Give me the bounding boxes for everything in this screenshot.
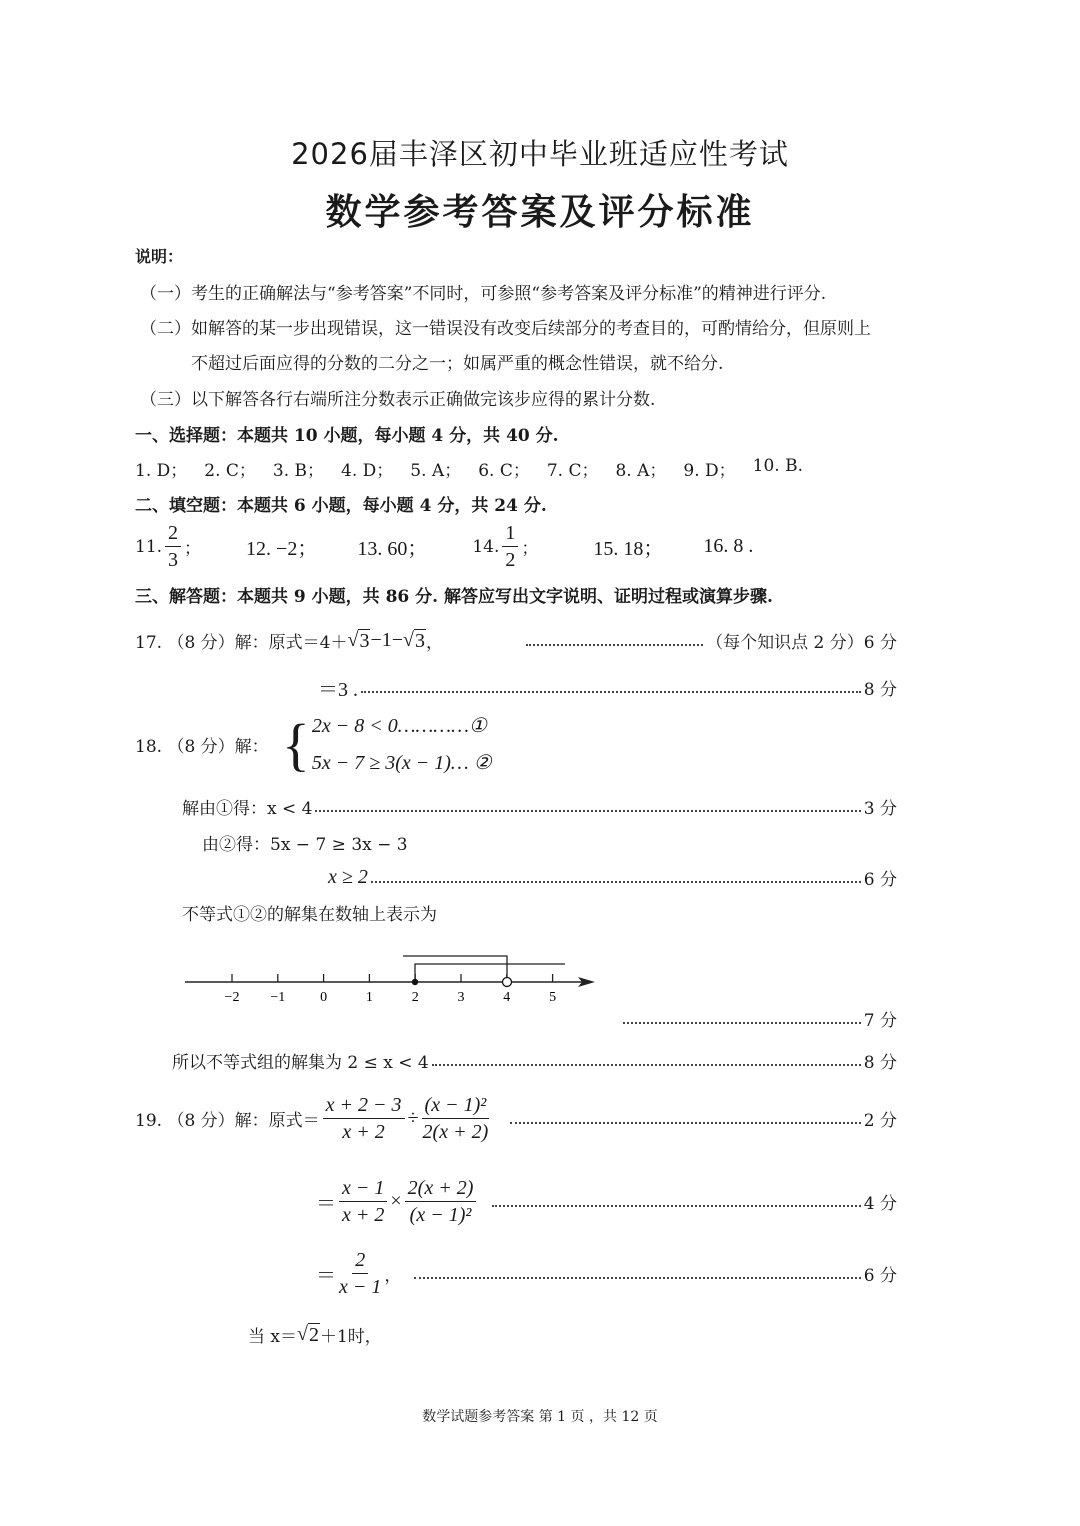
sqrt-symbol: √ [347,629,359,651]
score-label: 6 分 [863,870,897,890]
separator: ； [184,539,202,559]
open-point [503,978,512,987]
step-text: x ≥ 2 [328,866,368,888]
equals-symbol: ＝ [316,1265,336,1287]
answer: 6. C； [478,461,530,481]
q17-result: ＝3 . [318,679,358,701]
radicand: 3 [359,629,370,652]
q16-answer: 16. 8 . [703,535,754,557]
dotted-leader [315,810,860,812]
q14-label: 14. [472,536,500,557]
dotted-leader [492,1205,860,1207]
q18-axis-score [620,1006,897,1031]
fraction [339,1247,381,1300]
q19-line1 [135,1092,897,1145]
when-suffix: ＋1时， [319,1327,382,1347]
conclusion-text: 所以不等式组的解集为 2 ≤ x < 4 [172,1053,429,1073]
q18-system [282,708,492,782]
score-label: 3 分 [863,799,897,819]
page-footer: 数学试题参考答案 第 1 页 ，共 12 页 [422,1409,658,1425]
section1-heading: 一、选择题：本题共 10 小题，每小题 4 分，共 40 分. [135,426,559,446]
radicand: 2 [308,1323,319,1346]
numerator: 2 [165,520,181,547]
solution-bracket-lower [415,964,565,982]
axis-tick-label: 4 [503,990,511,1005]
axis-tick-label: 0 [320,990,328,1005]
step-text: 解由①得：x < 4 [182,799,313,819]
denominator: 3 [168,549,179,571]
axis-tick-label: 3 [457,990,465,1005]
answer: 4. D； [341,461,394,481]
answer: 5. A； [410,461,462,481]
q18-prefix: 18. （8 分）解： [135,737,269,757]
q18-step3 [328,865,897,890]
q17-mid: −1− [370,629,404,651]
axis-tick-label: 5 [549,990,557,1005]
answer: 3. B； [272,461,325,481]
separator: ； [521,539,539,559]
denominator: x − 1 [339,1276,382,1298]
note-1: （一）考生的正确解法与“参考答案”不同时，可参照“参考答案及评分标准”的精神进行评分. [140,284,827,304]
number-line [180,945,600,1007]
q17-line2 [318,673,897,702]
q19-line3 [316,1247,897,1300]
q12-answer: 12. −2； [246,538,318,560]
axis-tick-label: −2 [224,990,240,1005]
document-subtitle: 数学参考答案及评分标准 [325,191,755,233]
answer: 8. A； [615,461,667,481]
brace-symbol: { [282,712,310,777]
denominator: 2(x + 2) [422,1121,489,1143]
q17-prefix: 17. （8 分）解：原式＝4＋ [135,633,348,653]
fraction [323,1092,405,1145]
inequality-1: 2x − 8 < 0…………① [311,715,487,737]
numerator: 1 [502,520,518,547]
dotted-leader [432,1064,861,1066]
axis-tick-label: −1 [270,990,286,1005]
score-label: 8 分 [863,680,897,700]
answer: 9. D； [683,461,736,481]
numerator: x + 2 − 3 [323,1092,405,1119]
note-2-continued: 不超过后面应得的分数的二分之一；如属严重的概念性错误，就不给分. [191,354,724,374]
solution-bracket-upper [403,956,507,982]
section2-heading: 二、填空题：本题共 6 小题，每小题 4 分，共 24 分. [135,496,547,516]
dotted-leader [623,1022,861,1024]
note-3: （三）以下解答各行右端所注分数表示正确做完该步应得的累计分数. [140,390,656,410]
axis-tick-label: 2 [411,990,419,1005]
q14-fraction [502,520,518,573]
comma: ， [384,1266,402,1286]
fraction [339,1175,387,1228]
q15-answer: 15. 18； [593,538,664,560]
answer: 10. B. [752,456,803,476]
score-label: 8 分 [863,1053,897,1073]
divide-symbol: ÷ [407,1107,419,1129]
note-2: （二）如解答的某一步出现错误，这一错误没有改变后续部分的考查目的，可酌情给分，但原则上 [140,319,871,339]
q18-step1 [182,794,897,819]
comma: ， [426,633,444,653]
q19-prefix: 19. （8 分）解：原式＝ [135,1111,320,1131]
denominator: (x − 1)² [409,1204,472,1226]
q11-fraction [165,520,181,573]
dotted-leader [371,881,861,883]
score-label: 4 分 [863,1194,897,1214]
numerator: 2(x + 2) [405,1175,477,1202]
numerator: x − 1 [339,1175,387,1202]
q18-axis-caption: 不等式①②的解集在数轴上表示为 [182,905,437,925]
times-symbol: × [390,1190,402,1212]
dotted-leader [361,691,861,693]
q19-line2 [316,1175,897,1228]
answer: 2. C； [204,461,256,481]
fraction [422,1092,490,1145]
q13-answer: 13. 60； [357,538,428,560]
equals-symbol: ＝ [316,1193,336,1215]
axis-tick-label: 1 [365,990,373,1005]
score-label: （每个知识点 2 分）6 分 [706,633,897,653]
answer: 1. D； [135,461,188,481]
denominator: x + 2 [342,1121,385,1143]
numerator: 2 [352,1247,368,1274]
q11-label: 11. [135,536,163,557]
dotted-leader [414,1277,860,1279]
answer: 7. C； [546,461,599,481]
q18-step2: 由②得：5x − 7 ≥ 3x − 3 [202,835,408,855]
q18-conclusion [172,1048,897,1073]
section1-answers [135,456,803,481]
score-label: 6 分 [863,1266,897,1286]
sqrt-symbol: √ [297,1323,308,1345]
section2-answers [135,520,753,573]
closed-point [412,979,418,985]
q19-substitution [248,1322,382,1347]
score-label: 2 分 [863,1111,897,1131]
denominator: x + 2 [342,1204,385,1226]
dotted-leader [510,1122,861,1124]
inequality-2: 5x − 7 ≥ 3(x − 1)… ② [311,752,492,774]
fraction [405,1175,477,1228]
score-label: 7 分 [863,1011,897,1031]
radicand: 3 [415,629,426,652]
denominator: 2 [505,549,516,571]
notes-heading: 说明： [135,247,184,266]
section3-heading: 三、解答题：本题共 9 小题，共 86 分. 解答应写出文字说明、证明过程或演算步骤. [135,587,773,607]
q17-line1 [135,628,897,653]
numerator: (x − 1)² [422,1092,490,1119]
dotted-leader [526,644,703,646]
document-title: 2026届丰泽区初中毕业班适应性考试 [291,137,789,171]
when-prefix: 当 x＝ [248,1327,297,1347]
sqrt-symbol: √ [403,629,415,651]
